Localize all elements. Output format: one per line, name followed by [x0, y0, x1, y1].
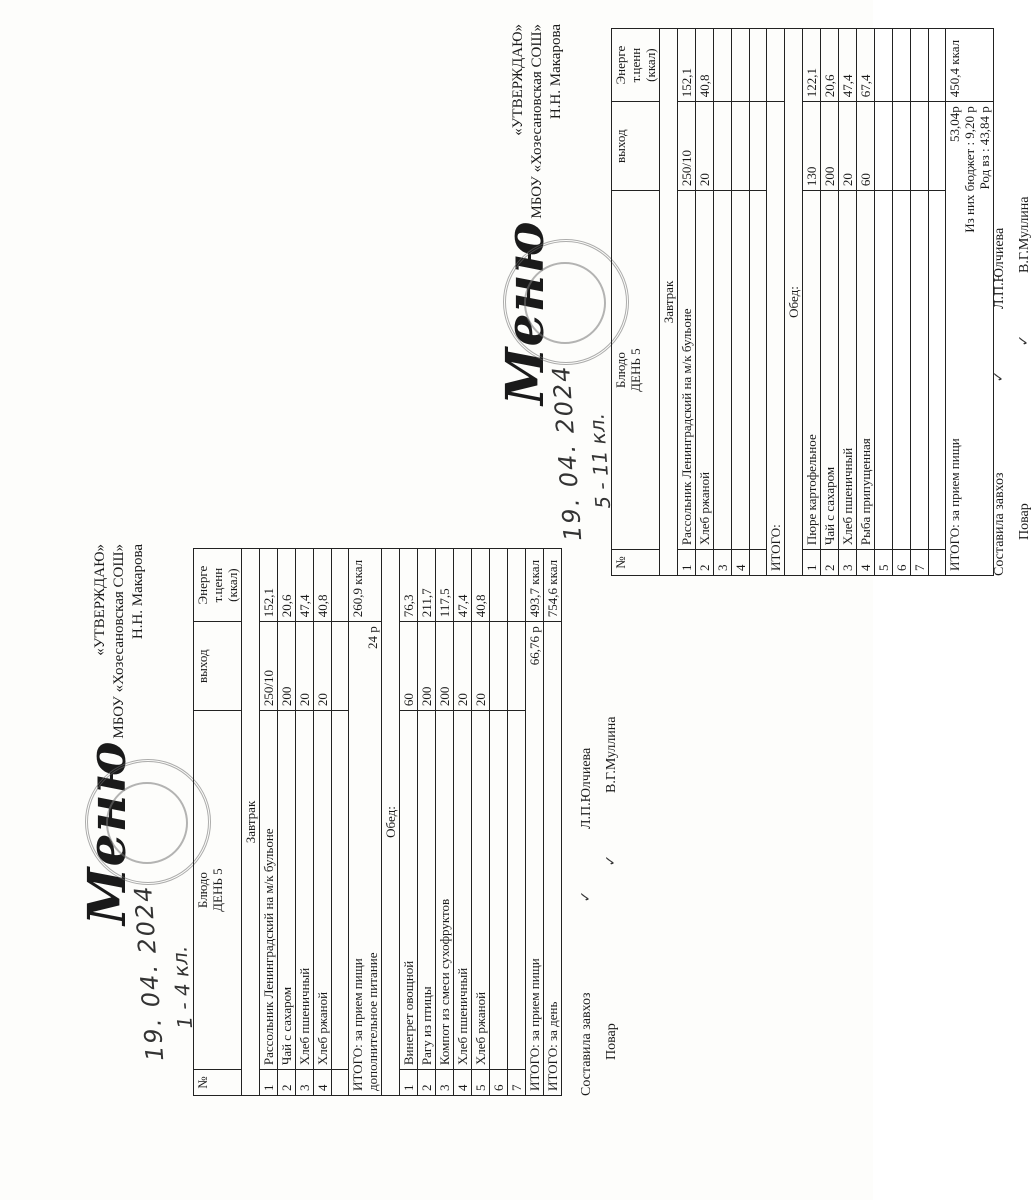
day-total-kcal: 754,6 ккал	[544, 549, 562, 622]
lunch-total-cell	[526, 622, 544, 1096]
row-kcal	[875, 29, 893, 102]
row-output: 20	[472, 622, 490, 711]
section-breakfast	[242, 549, 260, 1096]
day-total-label: ИТОГО: за день	[544, 622, 562, 1096]
compiled-by-label: Составила завхоз	[992, 472, 1007, 576]
col-no: №	[612, 550, 660, 576]
section-label: Завтрак	[242, 549, 260, 1096]
row-dish	[490, 711, 508, 1070]
row-kcal: 40,8	[314, 549, 332, 622]
row-no: 7	[508, 1070, 526, 1096]
row-dish: Хлеб пшеничный	[839, 191, 857, 550]
spacer-row	[929, 29, 946, 576]
budget-line: Из них бюджет : 9,20 р	[962, 106, 977, 233]
table-row	[418, 549, 436, 1096]
row-output	[508, 622, 526, 711]
table-row	[696, 29, 714, 576]
section-label: Завтрак	[660, 29, 678, 576]
row-no: 4	[857, 550, 875, 576]
col-dish	[194, 711, 242, 1070]
row-dish: Рагу из птицы	[418, 711, 436, 1070]
menu-table	[611, 28, 994, 576]
section-lunch	[785, 29, 803, 576]
section-lunch	[382, 549, 400, 1096]
row-output: 20	[296, 622, 314, 711]
row-output: 130	[803, 102, 821, 191]
compiled-by-name: Л.П.Юлчиева	[579, 747, 594, 829]
row-kcal	[911, 29, 929, 102]
row-dish: Хлеб пшеничный	[454, 711, 472, 1070]
table-row	[296, 549, 314, 1096]
lunch-total-label: ИТОГО: за прием пищи	[527, 958, 542, 1091]
row-output: 20	[696, 102, 714, 191]
row-kcal: 47,4	[454, 549, 472, 622]
row-kcal: 40,8	[696, 29, 714, 102]
menu-title: Меню	[495, 220, 556, 405]
cook-line	[603, 716, 620, 1060]
approval-block	[509, 24, 566, 224]
row-no: 1	[803, 550, 821, 576]
row-output	[732, 102, 750, 191]
table-row	[875, 29, 893, 576]
approval-block	[91, 544, 148, 744]
col-dish-label: Блюдо	[195, 872, 210, 909]
col-energy: Энерге т.ценн (ккал)	[194, 549, 242, 622]
row-no: 2	[696, 550, 714, 576]
section-breakfast	[660, 29, 678, 576]
row-kcal	[732, 29, 750, 102]
lunch-total-row	[526, 549, 544, 1096]
handwritten-note	[545, 358, 621, 542]
section-label: Обед:	[382, 549, 400, 1096]
breakfast-total-kcal: 260,9 ккал	[349, 549, 382, 622]
row-no: 7	[911, 550, 929, 576]
breakfast-total-cell	[349, 622, 382, 1096]
school-name: МБОУ «Хозесановская СОШ»	[111, 544, 127, 739]
parent-fee-line: Род вз : 43,84 р	[977, 106, 992, 190]
row-kcal: 152,1	[260, 549, 278, 622]
extra-meal-label: дополнительное питание	[365, 952, 380, 1091]
row-no: 3	[839, 550, 857, 576]
table-row	[911, 29, 929, 576]
row-no: 4	[314, 1070, 332, 1096]
signature-mark: ✓	[603, 854, 619, 867]
header-row	[194, 549, 242, 1096]
lunch-total-kcal: 493,7 ккал	[526, 549, 544, 622]
spacer-row	[332, 549, 349, 1096]
row-no: 6	[893, 550, 911, 576]
row-no: 1	[260, 1070, 278, 1096]
row-no: 1	[400, 1070, 418, 1096]
cook-label: Повар	[604, 1023, 619, 1060]
table-row	[732, 29, 750, 576]
breakfast-total-label: ИТОГО:	[767, 102, 785, 576]
row-dish: Пюре картофельное	[803, 191, 821, 550]
row-dish: Хлеб ржаной	[472, 711, 490, 1070]
row-kcal: 20,6	[278, 549, 296, 622]
lunch-total-label: ИТОГО: за прием пищи	[947, 438, 962, 571]
row-dish: Рассольник Ленинградский на м/к бульоне	[260, 711, 278, 1070]
row-output	[875, 102, 893, 191]
table-row	[678, 29, 696, 576]
row-output: 200	[418, 622, 436, 711]
handwritten-date: 19. 04. 2024	[129, 883, 170, 1062]
table-row	[893, 29, 911, 576]
breakfast-total-kcal	[767, 29, 785, 102]
table-row	[803, 29, 821, 576]
row-output: 200	[278, 622, 296, 711]
school-name: МБОУ «Хозесановская СОШ»	[529, 24, 545, 219]
row-dish	[875, 191, 893, 550]
row-no: 5	[472, 1070, 490, 1096]
row-output	[893, 102, 911, 191]
table-row	[821, 29, 839, 576]
row-output: 20	[314, 622, 332, 711]
compiled-by-line	[578, 748, 595, 1096]
row-no: 6	[490, 1070, 508, 1096]
table-row	[508, 549, 526, 1096]
spacer-row	[750, 29, 767, 576]
director-name: Н.Н. Макарова	[130, 544, 146, 640]
row-dish: Винегрет овощной	[400, 711, 418, 1070]
stamp-inner-ring	[524, 262, 606, 344]
compiled-by-label: Составила завхоз	[579, 992, 594, 1096]
row-no: 4	[454, 1070, 472, 1096]
cook-name: В.Г.Муллина	[1017, 196, 1032, 273]
row-output: 60	[400, 622, 418, 711]
lunch-total-kcal: 450,4 ккал	[946, 29, 994, 102]
row-dish	[911, 191, 929, 550]
row-output	[714, 102, 732, 191]
signature-mark: ✓	[991, 370, 1007, 383]
section-label: Обед:	[785, 29, 803, 576]
row-output: 250/10	[678, 102, 696, 191]
row-dish: Чай с сахаром	[821, 191, 839, 550]
cook-line	[1016, 196, 1033, 540]
stamp-inner-ring	[106, 782, 188, 864]
cook-name: В.Г.Муллина	[604, 716, 619, 793]
row-kcal	[893, 29, 911, 102]
lunch-total-price: 53,04р	[947, 106, 962, 142]
handwritten-note	[127, 878, 203, 1062]
menu-panel-grades-1-4	[73, 540, 619, 1100]
row-output: 60	[857, 102, 875, 191]
lunch-total-price: 66,76 р	[527, 626, 542, 666]
approve-label: «УТВЕРЖДАЮ»	[510, 24, 526, 136]
handwritten-grades: 5 - 11 кл.	[584, 412, 616, 510]
lunch-total-row	[946, 29, 994, 576]
signature-mark: ✓	[1016, 334, 1032, 347]
row-kcal: 76,3	[400, 549, 418, 622]
row-kcal: 67,4	[857, 29, 875, 102]
table-row	[839, 29, 857, 576]
menu-table	[193, 548, 562, 1096]
row-no: 3	[714, 550, 732, 576]
col-dish-label: Блюдо	[613, 352, 628, 389]
row-no: 4	[732, 550, 750, 576]
row-output	[911, 102, 929, 191]
table-row	[472, 549, 490, 1096]
handwritten-date: 19. 04. 2024	[547, 363, 588, 542]
table-row	[314, 549, 332, 1096]
approve-label: «УТВЕРЖДАЮ»	[92, 544, 108, 656]
breakfast-total-price: 24 р	[365, 626, 380, 649]
table-row	[400, 549, 418, 1096]
row-dish: Рассольник Ленинградский на м/к бульоне	[678, 191, 696, 550]
row-kcal: 117,5	[436, 549, 454, 622]
row-dish: Хлеб ржаной	[696, 191, 714, 550]
row-dish: Хлеб пшеничный	[296, 711, 314, 1070]
row-output: 200	[821, 102, 839, 191]
col-output: выход	[194, 622, 242, 711]
row-dish	[732, 191, 750, 550]
row-dish	[508, 711, 526, 1070]
row-dish	[893, 191, 911, 550]
table-row	[260, 549, 278, 1096]
row-dish: Хлеб ржаной	[314, 711, 332, 1070]
row-kcal: 20,6	[821, 29, 839, 102]
lunch-total-cell	[946, 102, 994, 576]
breakfast-total-row	[349, 549, 382, 1096]
row-no: 3	[296, 1070, 314, 1096]
row-kcal: 122,1	[803, 29, 821, 102]
signature-mark: ✓	[578, 890, 594, 903]
header-row	[612, 29, 660, 576]
row-dish: Компот из смеси сухофруктов	[436, 711, 454, 1070]
col-output: выход	[612, 102, 660, 191]
director-name: Н.Н. Макарова	[548, 24, 564, 120]
row-dish: Рыба припущенная	[857, 191, 875, 550]
breakfast-total-label: ИТОГО: за прием пищи	[350, 958, 365, 1091]
row-kcal: 47,4	[296, 549, 314, 622]
table-row	[454, 549, 472, 1096]
table-row	[278, 549, 296, 1096]
row-kcal: 40,8	[472, 549, 490, 622]
col-energy: Энерге т.ценн (ккал)	[612, 29, 660, 102]
col-day-label: ДЕНЬ 5	[628, 348, 643, 392]
row-no: 5	[875, 550, 893, 576]
row-output: 20	[454, 622, 472, 711]
menu-title: Меню	[77, 740, 138, 925]
cook-label: Повар	[1017, 503, 1032, 540]
row-output: 250/10	[260, 622, 278, 711]
table-row	[857, 29, 875, 576]
col-day-label: ДЕНЬ 5	[210, 868, 225, 912]
menu-panel-grades-5-11	[491, 20, 1032, 580]
row-kcal: 211,7	[418, 549, 436, 622]
table-row	[436, 549, 454, 1096]
breakfast-total-row	[767, 29, 785, 576]
row-no: 3	[436, 1070, 454, 1096]
row-kcal	[714, 29, 732, 102]
row-no: 2	[278, 1070, 296, 1096]
row-no: 2	[418, 1070, 436, 1096]
day-total-row	[544, 549, 562, 1096]
row-no: 1	[678, 550, 696, 576]
row-kcal: 152,1	[678, 29, 696, 102]
row-kcal: 47,4	[839, 29, 857, 102]
row-no: 2	[821, 550, 839, 576]
row-dish: Чай с сахаром	[278, 711, 296, 1070]
row-output	[490, 622, 508, 711]
row-output: 200	[436, 622, 454, 711]
handwritten-grades: 1 - 4 кл.	[167, 945, 198, 1030]
compiled-by-line	[991, 228, 1008, 576]
table-row	[714, 29, 732, 576]
col-dish	[612, 191, 660, 550]
row-dish	[714, 191, 732, 550]
table-row	[490, 549, 508, 1096]
compiled-by-name: Л.П.Юлчиева	[992, 227, 1007, 309]
col-no: №	[194, 1070, 242, 1096]
row-output: 20	[839, 102, 857, 191]
